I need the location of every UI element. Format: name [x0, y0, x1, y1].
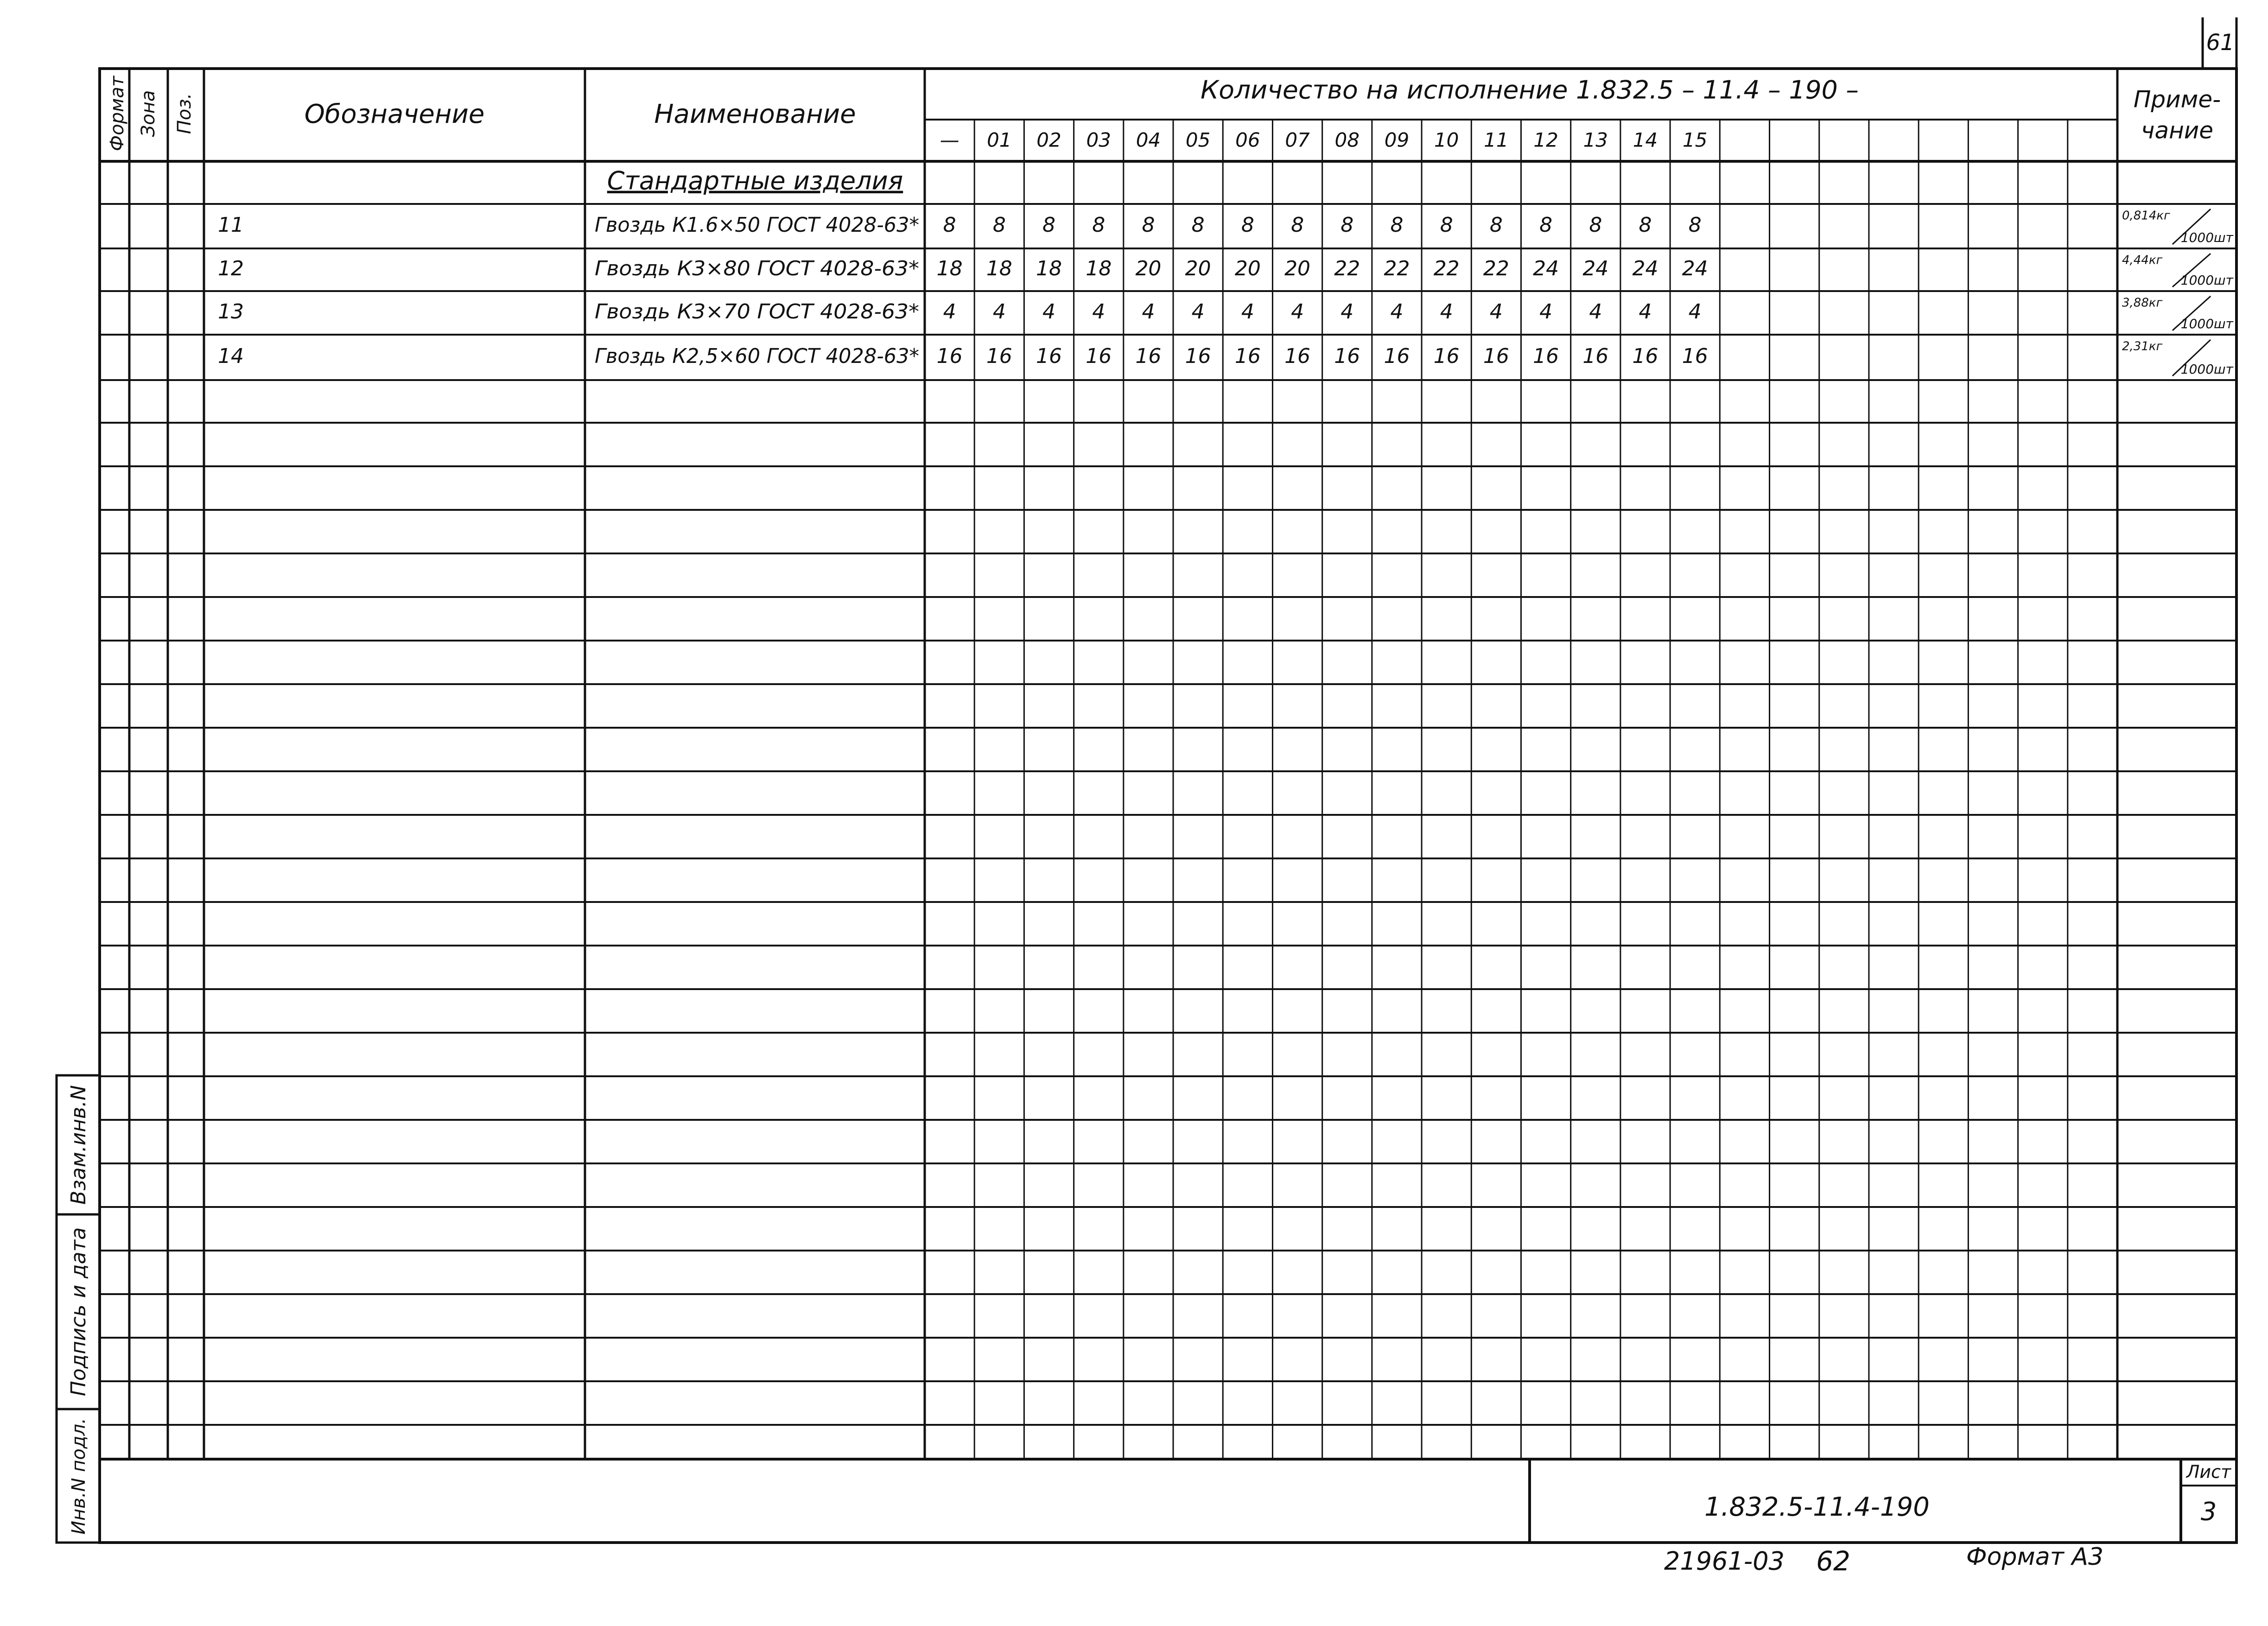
row-qty: 4	[1191, 300, 1205, 324]
row-qty: 18	[986, 257, 1012, 280]
header-variant: 10	[1434, 128, 1459, 152]
row-poz: 14	[218, 344, 244, 368]
row-qty: 4	[1489, 300, 1503, 324]
row-qty: 20	[1234, 257, 1261, 280]
row-qty: 16	[1234, 344, 1261, 368]
row-qty: 8	[1688, 213, 1702, 237]
row-qty: 4	[1291, 300, 1304, 324]
header-zona: Зона	[138, 90, 159, 137]
side-label-vzam-inv: Взам.инв.N	[67, 1085, 90, 1205]
row-note-bottom: 1000шт	[2180, 316, 2233, 331]
row-note-top: 4,44кг	[2122, 253, 2163, 267]
header-variant: 08	[1334, 128, 1360, 152]
row-qty: 4	[1440, 300, 1453, 324]
row-qty: 8	[1639, 213, 1652, 237]
row-qty: 16	[1433, 344, 1460, 368]
header-variant: 07	[1285, 128, 1310, 152]
row-qty: 8	[1489, 213, 1503, 237]
footer-format: Формат А3	[1966, 1543, 2104, 1571]
row-qty: 24	[1682, 257, 1708, 280]
header-primechanie-1: Приме-	[2133, 86, 2221, 113]
row-qty: 16	[1086, 344, 1112, 368]
footer-archive-number: 21961-03	[1664, 1546, 1785, 1576]
side-label-inv-podl: Инв.N подл.	[68, 1418, 89, 1535]
row-qty: 16	[986, 344, 1012, 368]
row-qty: 18	[1086, 257, 1112, 280]
row-qty: 4	[1340, 300, 1354, 324]
row-qty: 20	[1135, 257, 1162, 280]
header-oboznachenie: Обозначение	[304, 99, 485, 130]
row-qty: 16	[1682, 344, 1708, 368]
row-qty: 4	[1092, 300, 1105, 324]
row-note-bottom: 1000шт	[2180, 273, 2233, 288]
row-qty: 22	[1483, 257, 1509, 280]
row-qty: 24	[1533, 257, 1559, 280]
row-qty: 20	[1185, 257, 1211, 280]
row-poz: 13	[218, 300, 244, 324]
header-kolichestvo: Количество на исполнение 1.832.5 – 11.4 – 190 –	[1201, 75, 1859, 105]
header-variant: —	[940, 128, 959, 152]
row-qty: 8	[1092, 213, 1105, 237]
row-note-bottom: 1000шт	[2180, 362, 2233, 377]
header-variant: 03	[1086, 128, 1111, 152]
row-qty: 24	[1632, 257, 1658, 280]
header-variant: 01	[987, 128, 1012, 152]
row-qty: 16	[1483, 344, 1509, 368]
row-qty: 8	[1440, 213, 1453, 237]
header-variant: 14	[1633, 128, 1658, 152]
row-qty: 16	[1036, 344, 1062, 368]
row-qty: 16	[1582, 344, 1609, 368]
row-qty: 22	[1384, 257, 1410, 280]
row-qty: 8	[1042, 213, 1056, 237]
title-list-number: 3	[2200, 1497, 2217, 1526]
header-variant: 12	[1533, 128, 1558, 152]
header-format: Формат	[107, 76, 128, 152]
title-list-label: Лист	[2186, 1461, 2231, 1482]
grid-lines	[57, 19, 2262, 1543]
row-qty: 8	[1539, 213, 1553, 237]
row-qty: 16	[1135, 344, 1162, 368]
row-note-bottom: 1000шт	[2180, 230, 2233, 245]
row-name: Гвоздь К2,5×60 ГОСТ 4028-63*	[595, 344, 919, 368]
sheet-number-corner: 61	[2206, 30, 2235, 56]
header-variant: 06	[1235, 128, 1260, 152]
row-qty: 16	[1185, 344, 1211, 368]
header-variant: 02	[1036, 128, 1061, 152]
header-naimenovanie: Наименование	[654, 99, 856, 130]
row-qty: 16	[1632, 344, 1658, 368]
header-poz: Поз.	[174, 93, 195, 134]
row-qty: 16	[1284, 344, 1311, 368]
row-qty: 4	[1142, 300, 1155, 324]
row-qty: 8	[1291, 213, 1304, 237]
header-primechanie-2: чание	[2141, 117, 2214, 144]
header-variant: 13	[1583, 128, 1608, 152]
row-qty: 20	[1284, 257, 1311, 280]
row-poz: 11	[218, 213, 244, 237]
row-qty: 4	[943, 300, 956, 324]
row-note-top: 3,88кг	[2122, 296, 2163, 310]
row-qty: 24	[1582, 257, 1609, 280]
header-variant: 11	[1484, 128, 1509, 152]
row-qty: 8	[943, 213, 956, 237]
row-qty: 16	[936, 344, 963, 368]
row-qty: 22	[1433, 257, 1460, 280]
row-qty: 18	[936, 257, 963, 280]
row-qty: 4	[1390, 300, 1404, 324]
row-note-top: 2,31кг	[2122, 339, 2163, 354]
row-qty: 4	[1042, 300, 1056, 324]
row-poz: 12	[218, 257, 244, 280]
row-qty: 4	[1539, 300, 1553, 324]
row-qty: 16	[1533, 344, 1559, 368]
row-qty: 16	[1334, 344, 1360, 368]
row-qty: 4	[1639, 300, 1652, 324]
section-title: Стандартные изделия	[607, 166, 903, 196]
header-variant: 04	[1136, 128, 1161, 152]
row-qty: 8	[1142, 213, 1155, 237]
row-qty: 8	[1390, 213, 1404, 237]
row-qty: 8	[1589, 213, 1602, 237]
row-qty: 18	[1036, 257, 1062, 280]
side-label-podpis-data: Подпись и дата	[67, 1227, 90, 1397]
row-qty: 4	[1241, 300, 1254, 324]
row-qty: 8	[1241, 213, 1254, 237]
row-qty: 4	[1688, 300, 1702, 324]
header-variant: 15	[1683, 128, 1708, 152]
row-qty: 16	[1384, 344, 1410, 368]
row-qty: 22	[1334, 257, 1360, 280]
header-variant: 09	[1384, 128, 1410, 152]
row-qty: 4	[1589, 300, 1602, 324]
header-variant: 05	[1185, 128, 1211, 152]
row-qty: 8	[1340, 213, 1354, 237]
title-designation: 1.832.5-11.4-190	[1704, 1492, 1930, 1523]
row-note-top: 0,814кг	[2122, 209, 2170, 223]
row-name: Гвоздь К3×70 ГОСТ 4028-63*	[595, 300, 919, 324]
row-qty: 8	[992, 213, 1006, 237]
row-qty: 4	[992, 300, 1006, 324]
row-name: Гвоздь К1.6×50 ГОСТ 4028-63*	[595, 213, 919, 237]
row-qty: 8	[1191, 213, 1205, 237]
footer-page: 62	[1816, 1545, 1850, 1577]
sheet-texts	[67, 30, 2235, 1577]
row-name: Гвоздь К3×80 ГОСТ 4028-63*	[595, 257, 919, 280]
